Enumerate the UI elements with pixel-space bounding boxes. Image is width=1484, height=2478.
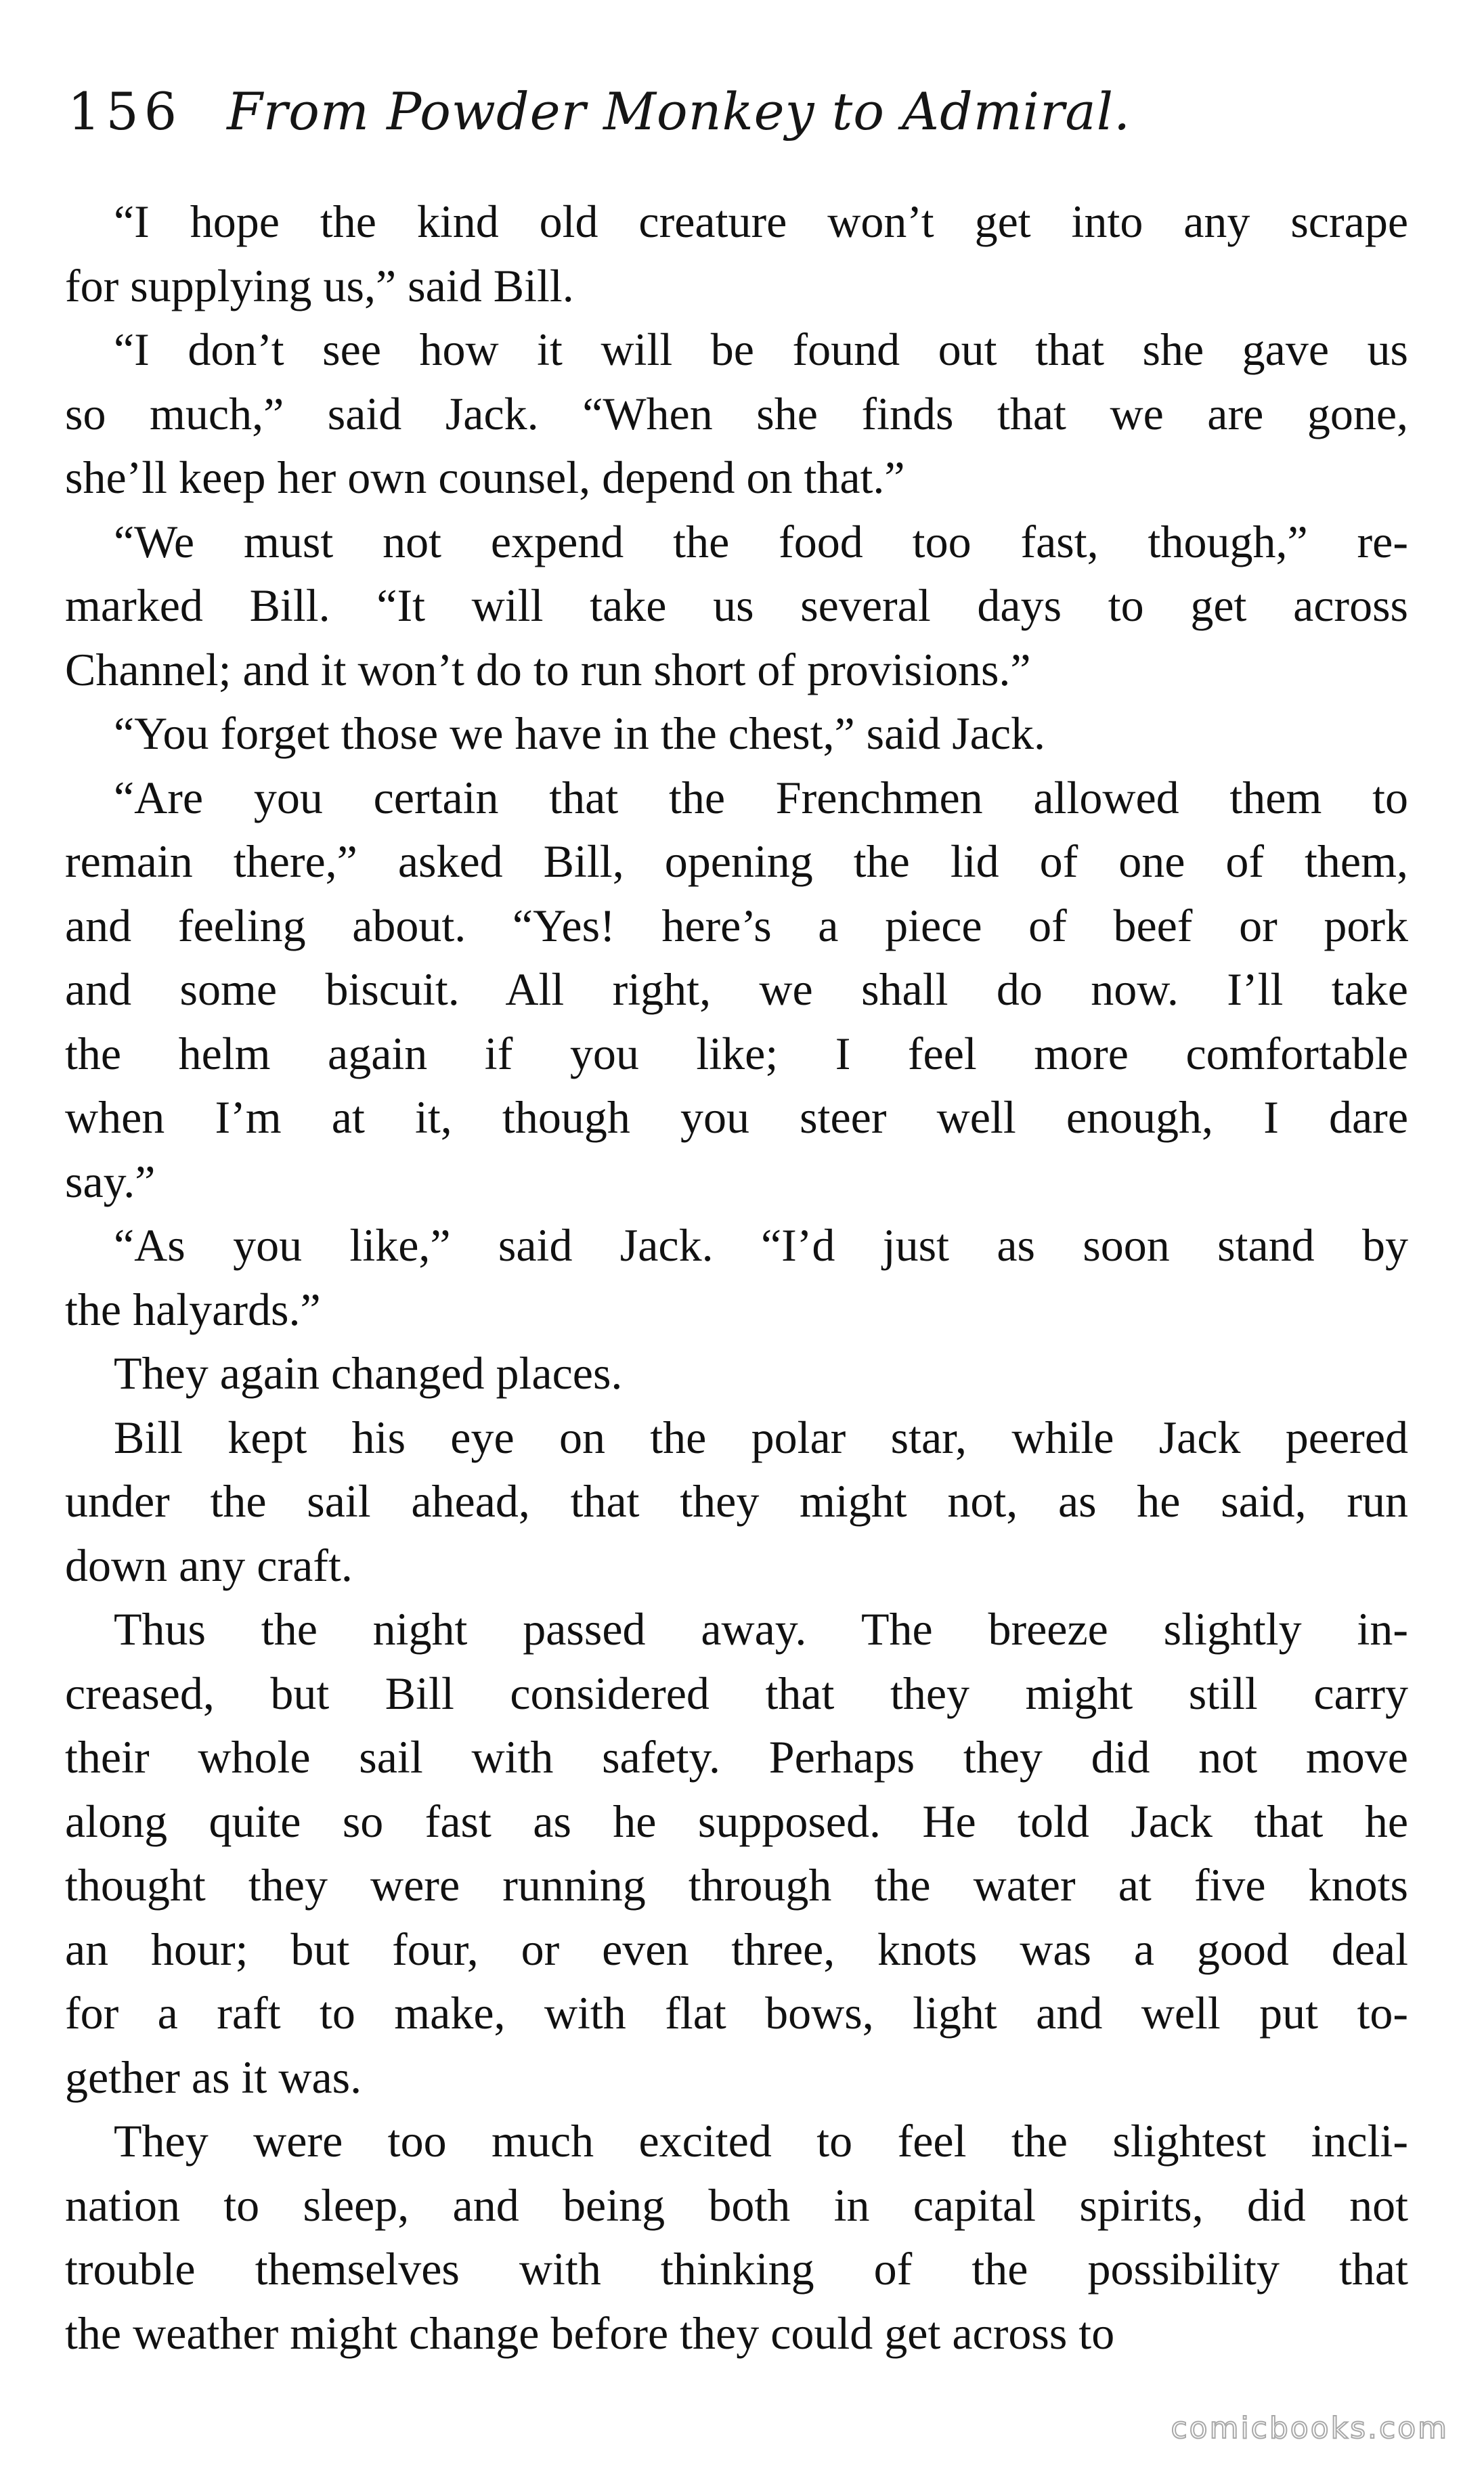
text-line: under the sail ahead, that they might not, as he said, run bbox=[65, 1475, 1408, 1527]
text-line: trouble themselves with thinking of the possibility that bbox=[65, 2243, 1408, 2295]
text-line: remain there,” asked Bill, opening the lid of one of them, bbox=[65, 835, 1408, 887]
paragraph bbox=[65, 701, 1408, 766]
paragraph bbox=[65, 1213, 1408, 1341]
text-line: so much,” said Jack. “When she finds that we are gone, bbox=[65, 387, 1408, 439]
text-line: creased, but Bill considered that they might still carry bbox=[65, 1667, 1408, 1719]
text-line: for a raft to make, with flat bows, light and well put to- bbox=[65, 1987, 1408, 2039]
text-line: and some biscuit. All right, we shall do now. I’ll take bbox=[65, 963, 1408, 1015]
text-line: Bill kept his eye on the polar star, while Jack peered bbox=[114, 1411, 1408, 1463]
paragraph bbox=[65, 1406, 1408, 1598]
paragraph bbox=[65, 2109, 1408, 2365]
text-line: “Are you certain that the Frenchmen allowed them to bbox=[114, 771, 1408, 823]
text-line: “As you like,” said Jack. “I’d just as soon stand by bbox=[114, 1219, 1408, 1271]
text-line: an hour; but four, or even three, knots was a good deal bbox=[65, 1923, 1408, 1975]
paragraph bbox=[65, 766, 1408, 1214]
text-line: and feeling about. “Yes! here’s a piece of beef or pork bbox=[65, 899, 1408, 951]
text-line: the helm again if you like; I feel more comfortable bbox=[65, 1027, 1408, 1079]
page-number: 156 bbox=[68, 81, 183, 142]
text-line: their whole sail with safety. Perhaps they did not move bbox=[65, 1731, 1408, 1783]
body-text bbox=[65, 190, 1408, 2365]
text-line: thought they were running through the water at five knots bbox=[65, 1859, 1408, 1911]
paragraph bbox=[65, 1341, 1408, 1406]
text-line: marked Bill. “It will take us several days to get across bbox=[65, 580, 1408, 631]
paragraph bbox=[65, 1597, 1408, 2109]
text-line: “I don’t see how it will be found out that she gave us bbox=[114, 324, 1408, 375]
text-line: “I hope the kind old creature won’t get into any scrape bbox=[114, 196, 1408, 247]
text-line: Thus the night passed away. The breeze slightly in- bbox=[114, 1603, 1408, 1655]
text-line: down any craft. bbox=[65, 1539, 353, 1591]
text-line: They again changed places. bbox=[114, 1347, 623, 1399]
text-line: nation to sleep, and being both in capital spirits, did not bbox=[65, 2179, 1408, 2231]
text-line: the halyards.” bbox=[65, 1283, 321, 1335]
paragraph bbox=[65, 190, 1408, 318]
paragraph bbox=[65, 318, 1408, 510]
paragraph bbox=[65, 510, 1408, 702]
text-line: the weather might change before they could get across to bbox=[65, 2307, 1115, 2359]
text-line: “We must not expend the food too fast, though,” re- bbox=[114, 515, 1408, 567]
text-line: she’ll keep her own counsel, depend on that.” bbox=[65, 452, 905, 503]
text-line: when I’m at it, though you steer well enough, I dare bbox=[65, 1091, 1408, 1143]
text-line: along quite so fast as he supposed. He told Jack that he bbox=[65, 1795, 1408, 1847]
text-line: gether as it was. bbox=[65, 2051, 362, 2103]
text-line: They were too much excited to feel the slightest incli- bbox=[114, 2115, 1408, 2167]
text-line: Channel; and it won’t do to run short of provisions.” bbox=[65, 643, 1031, 695]
text-line: say.” bbox=[65, 1155, 156, 1207]
watermark: comicbooks.com bbox=[1171, 2411, 1449, 2446]
running-title: From Powder Monkey to Admiral. bbox=[227, 81, 1131, 142]
text-line: “You forget those we have in the chest,” said Jack. bbox=[114, 708, 1046, 759]
text-line: for supplying us,” said Bill. bbox=[65, 259, 574, 311]
page-header bbox=[68, 71, 1422, 152]
